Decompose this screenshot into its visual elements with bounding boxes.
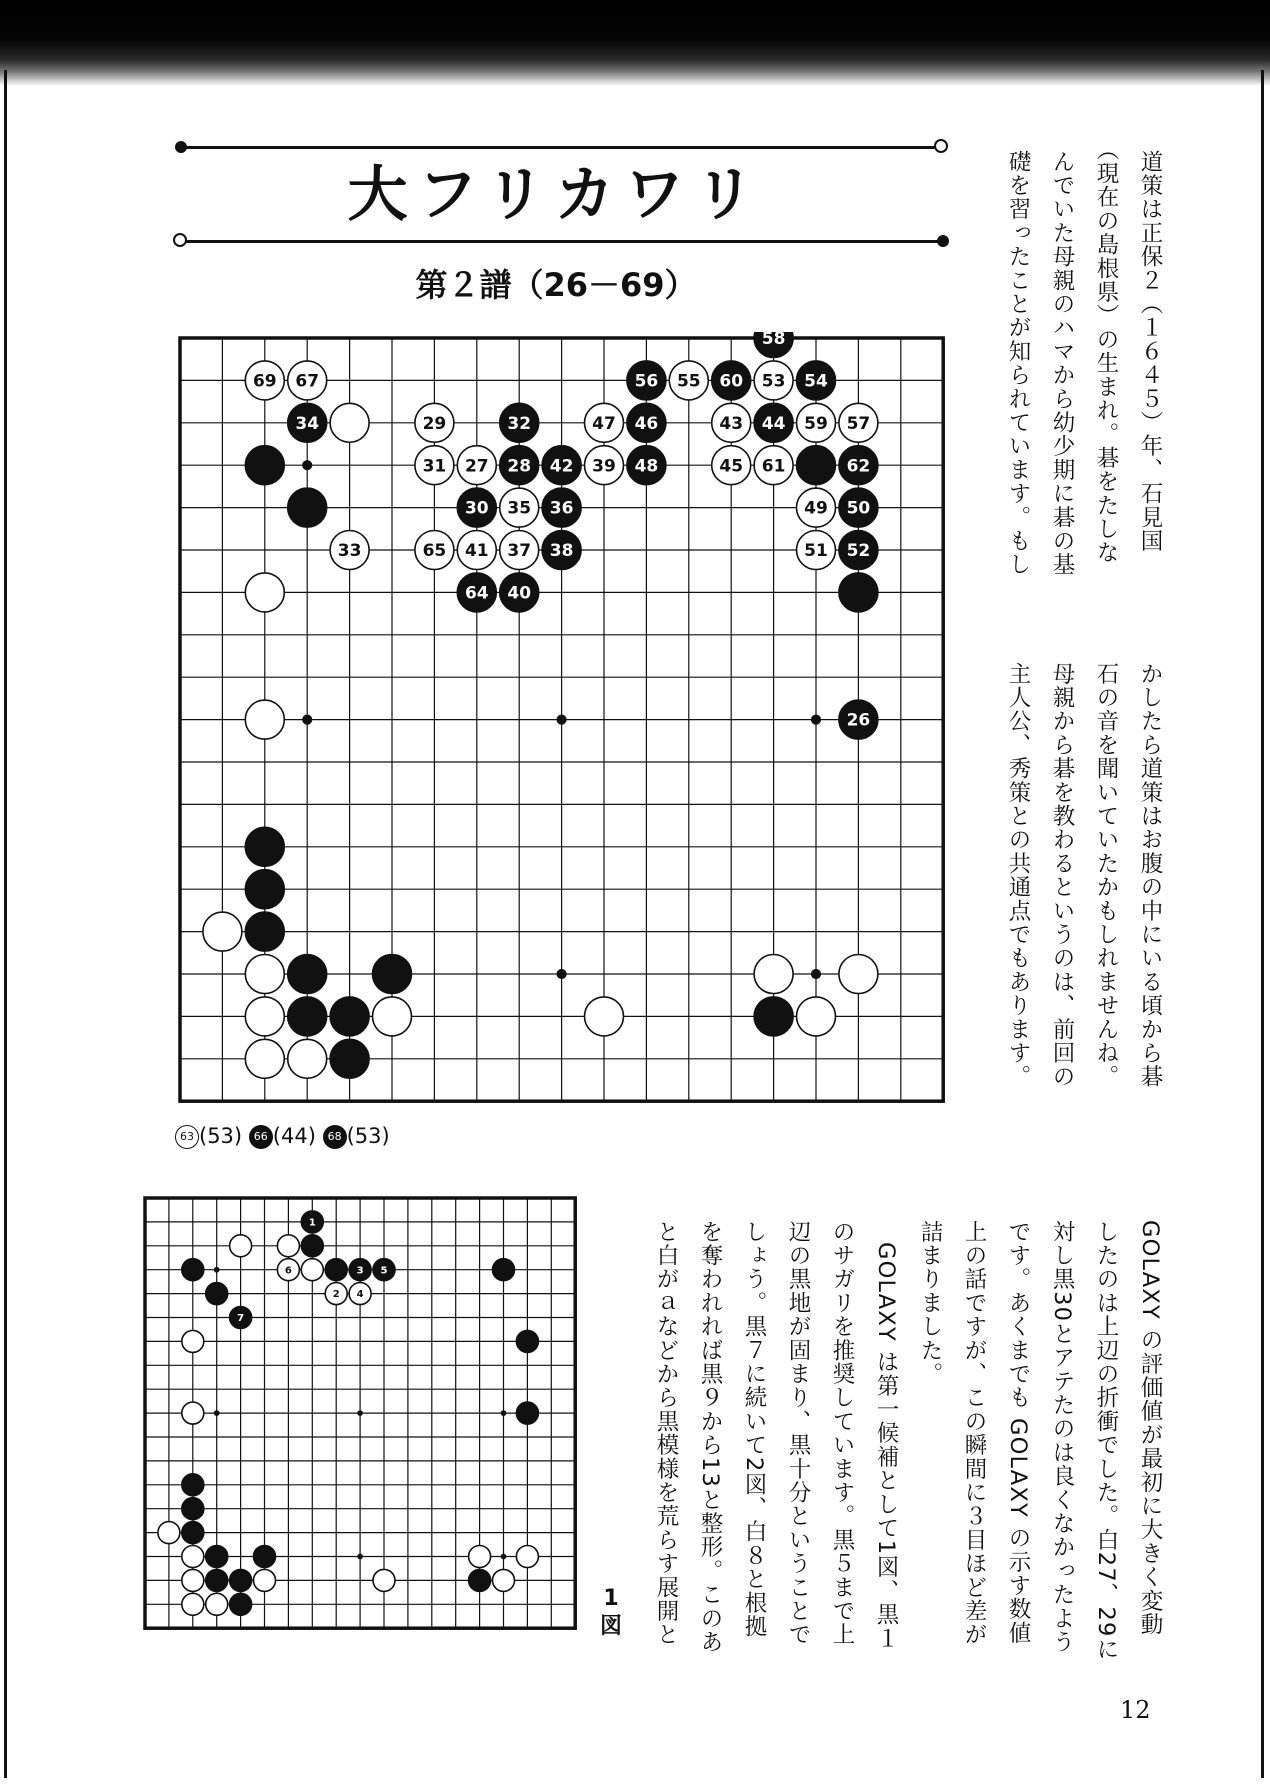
game-record-subtitle: 第２譜（26－69）: [415, 266, 697, 304]
move-number-2: 2: [332, 1289, 340, 1301]
move-number-53: 53: [761, 371, 786, 392]
white-stone: [373, 997, 412, 1036]
move-number-50: 50: [846, 498, 871, 519]
white-stone: [245, 573, 284, 612]
star-point: [501, 1554, 507, 1560]
text-top-col-1: 道策は正保２（１６４５）年、石見国: [1137, 150, 1163, 553]
black-stone: [254, 1546, 276, 1568]
move-number-6: 6: [284, 1265, 292, 1277]
star-point: [357, 1554, 363, 1560]
title-rule-bottom-dot: [937, 235, 949, 247]
white-stone: [797, 997, 836, 1036]
move-number-65: 65: [422, 541, 447, 562]
black-stone: [182, 1498, 204, 1520]
move-number-60: 60: [719, 371, 744, 392]
text-bottom-col-6: 詰まりました。: [917, 1220, 943, 1386]
black-stone: [330, 997, 369, 1036]
black-stone: [206, 1283, 228, 1305]
move-number-47: 47: [592, 413, 616, 434]
move-number-38: 38: [549, 541, 574, 562]
move-number-54: 54: [804, 371, 828, 392]
move-number-7: 7: [237, 1313, 245, 1325]
move-number-34: 34: [295, 413, 320, 434]
title-rule-bottom: [181, 240, 941, 243]
black-stone: [245, 870, 284, 909]
black-stone: [839, 573, 878, 612]
star-point: [302, 715, 312, 725]
note-ref-68: (53): [346, 1124, 390, 1148]
move-number-4: 4: [356, 1289, 364, 1301]
black-stone: [245, 827, 284, 866]
black-stone: [182, 1259, 204, 1281]
white-stone: [182, 1593, 204, 1615]
text-bottom-col-2: したのは上辺の折衝でした。白27、29に: [1093, 1220, 1119, 1662]
move-number-39: 39: [592, 456, 616, 477]
title-rule-top-ring: [934, 139, 948, 153]
move-number-33: 33: [337, 541, 362, 562]
move-number-1: 1: [308, 1217, 316, 1229]
note-mark-66: 66: [249, 1125, 273, 1149]
move-number-42: 42: [549, 456, 574, 477]
main-go-board: [174, 332, 948, 1106]
star-point: [357, 1410, 363, 1416]
white-stone: [245, 997, 284, 1036]
move-number-69: 69: [252, 371, 277, 392]
white-stone: [839, 955, 878, 994]
star-point: [557, 715, 567, 725]
white-stone: [182, 1330, 204, 1352]
black-stone: [373, 955, 412, 994]
star-point: [214, 1410, 220, 1416]
white-stone: [301, 1259, 323, 1281]
move-number-32: 32: [507, 413, 532, 434]
note-ref-66: (44): [272, 1124, 316, 1148]
black-stone: [797, 446, 836, 485]
text-mid-col-4: 主人公、秀策との共通点でもあります。: [1005, 662, 1031, 1089]
move-number-5: 5: [380, 1265, 388, 1277]
title-rule-bottom-ring: [173, 233, 187, 247]
text-bottom-col-4: です。あくまでも GOLAXY の示す数値: [1005, 1220, 1031, 1645]
diagram-1-go-board: [140, 1193, 581, 1634]
text-bottom-col-10: しょう。黒７に続いて2図、白８と根拠: [741, 1220, 767, 1639]
move-number-37: 37: [507, 541, 532, 562]
diagram-1-label: 1図: [599, 1586, 622, 1639]
move-number-58: 58: [761, 332, 786, 350]
move-number-43: 43: [719, 413, 744, 434]
black-stone: [182, 1474, 204, 1496]
note-mark-68: 68: [323, 1125, 347, 1149]
move-number-36: 36: [549, 498, 574, 519]
move-number-56: 56: [634, 371, 659, 392]
move-number-27: 27: [464, 456, 489, 477]
move-number-67: 67: [295, 371, 320, 392]
black-stone: [206, 1569, 228, 1591]
move-number-62: 62: [846, 456, 871, 477]
white-stone: [585, 997, 624, 1036]
move-note: [175, 1124, 390, 1149]
white-stone: [245, 1039, 284, 1078]
move-number-31: 31: [422, 456, 447, 477]
black-stone: [288, 488, 327, 527]
black-stone: [206, 1546, 228, 1568]
star-point: [811, 715, 821, 725]
move-number-64: 64: [464, 583, 489, 604]
move-number-28: 28: [507, 456, 532, 477]
star-point: [501, 1410, 507, 1416]
text-bottom-col-5: 上の話ですが、この瞬間に３目ほど差が: [961, 1220, 987, 1647]
move-number-29: 29: [422, 413, 447, 434]
black-stone: [516, 1330, 538, 1352]
star-point: [811, 969, 821, 979]
black-stone: [182, 1522, 204, 1544]
move-number-51: 51: [804, 541, 828, 562]
black-stone: [245, 912, 284, 951]
white-stone: [493, 1569, 515, 1591]
white-stone: [182, 1569, 204, 1591]
black-stone: [516, 1402, 538, 1424]
black-stone: [469, 1569, 491, 1591]
move-number-48: 48: [634, 456, 659, 477]
black-stone: [330, 1039, 369, 1078]
black-stone: [301, 1235, 323, 1257]
white-stone: [373, 1569, 395, 1591]
star-point: [557, 969, 567, 979]
text-bottom-col-7: GOLAXY は第一候補として1図、黒１: [873, 1242, 899, 1651]
white-stone: [245, 700, 284, 739]
text-mid-col-1: かしたら道策はお腹の中にいる頃から碁: [1137, 662, 1163, 1089]
text-bottom-col-9: 辺の黒地が固まり、黒十分ということで: [785, 1220, 811, 1647]
page-number: 12: [1120, 1696, 1151, 1724]
black-stone: [230, 1569, 252, 1591]
black-stone: [493, 1259, 515, 1281]
move-number-40: 40: [507, 583, 532, 604]
move-number-59: 59: [804, 413, 828, 434]
black-stone: [288, 997, 327, 1036]
note-mark-63: 63: [175, 1125, 199, 1149]
white-stone: [277, 1235, 299, 1257]
text-bottom-col-12: と白がａなどから黒模様を荒らす展開と: [653, 1220, 679, 1647]
text-bottom-col-8: のサガリを推奨しています。黒５まで上: [829, 1220, 855, 1647]
white-stone: [230, 1235, 252, 1257]
note-ref-63: (53): [199, 1124, 243, 1148]
move-number-45: 45: [719, 456, 744, 477]
page-title: 大フリカワリ: [347, 160, 765, 230]
white-stone: [288, 1039, 327, 1078]
white-stone: [330, 403, 369, 442]
star-point: [302, 460, 312, 470]
move-number-55: 55: [676, 371, 701, 392]
text-top-col-2: （現在の島根県）の生まれ。碁をたしな: [1093, 138, 1119, 565]
text-top-col-4: 礎を習ったことが知られています。もし: [1005, 150, 1031, 577]
move-number-52: 52: [846, 541, 871, 562]
move-number-41: 41: [464, 541, 489, 562]
white-stone: [206, 1593, 228, 1615]
move-number-3: 3: [356, 1265, 364, 1277]
white-stone: [516, 1546, 538, 1568]
text-bottom-col-3: 対し黒30とアテたのは良くなかったよう: [1049, 1220, 1075, 1654]
text-mid-col-2: 石の音を聞いていたかもしれませんね。: [1093, 662, 1119, 1089]
black-stone: [325, 1259, 347, 1281]
text-bottom-col-11: を奪われれば黒９から13と整形。このあ: [697, 1220, 723, 1654]
white-stone: [203, 912, 242, 951]
white-stone: [182, 1402, 204, 1424]
title-rule-top-dot: [175, 141, 187, 153]
move-number-46: 46: [634, 413, 659, 434]
text-bottom-col-1: GOLAXY の評価値が最初に大きく変動: [1137, 1220, 1163, 1637]
move-number-57: 57: [846, 413, 871, 434]
white-stone: [254, 1569, 276, 1591]
title-rule-top: [181, 146, 941, 149]
move-number-26: 26: [846, 710, 871, 731]
black-stone: [754, 997, 793, 1036]
move-number-61: 61: [761, 456, 786, 477]
text-mid-col-3: 母親から碁を教わるというのは、前回の: [1049, 662, 1075, 1089]
move-number-44: 44: [761, 413, 786, 434]
text-top-col-3: んでいた母親のハマから幼少期に碁の基: [1049, 150, 1075, 577]
white-stone: [754, 955, 793, 994]
black-stone: [245, 446, 284, 485]
move-number-35: 35: [507, 498, 532, 519]
black-stone: [288, 955, 327, 994]
star-point: [214, 1267, 220, 1273]
white-stone: [182, 1546, 204, 1568]
white-stone: [158, 1522, 180, 1544]
move-number-49: 49: [804, 498, 828, 519]
white-stone: [469, 1546, 491, 1568]
black-stone: [230, 1593, 252, 1615]
white-stone: [245, 955, 284, 994]
move-number-30: 30: [464, 498, 489, 519]
